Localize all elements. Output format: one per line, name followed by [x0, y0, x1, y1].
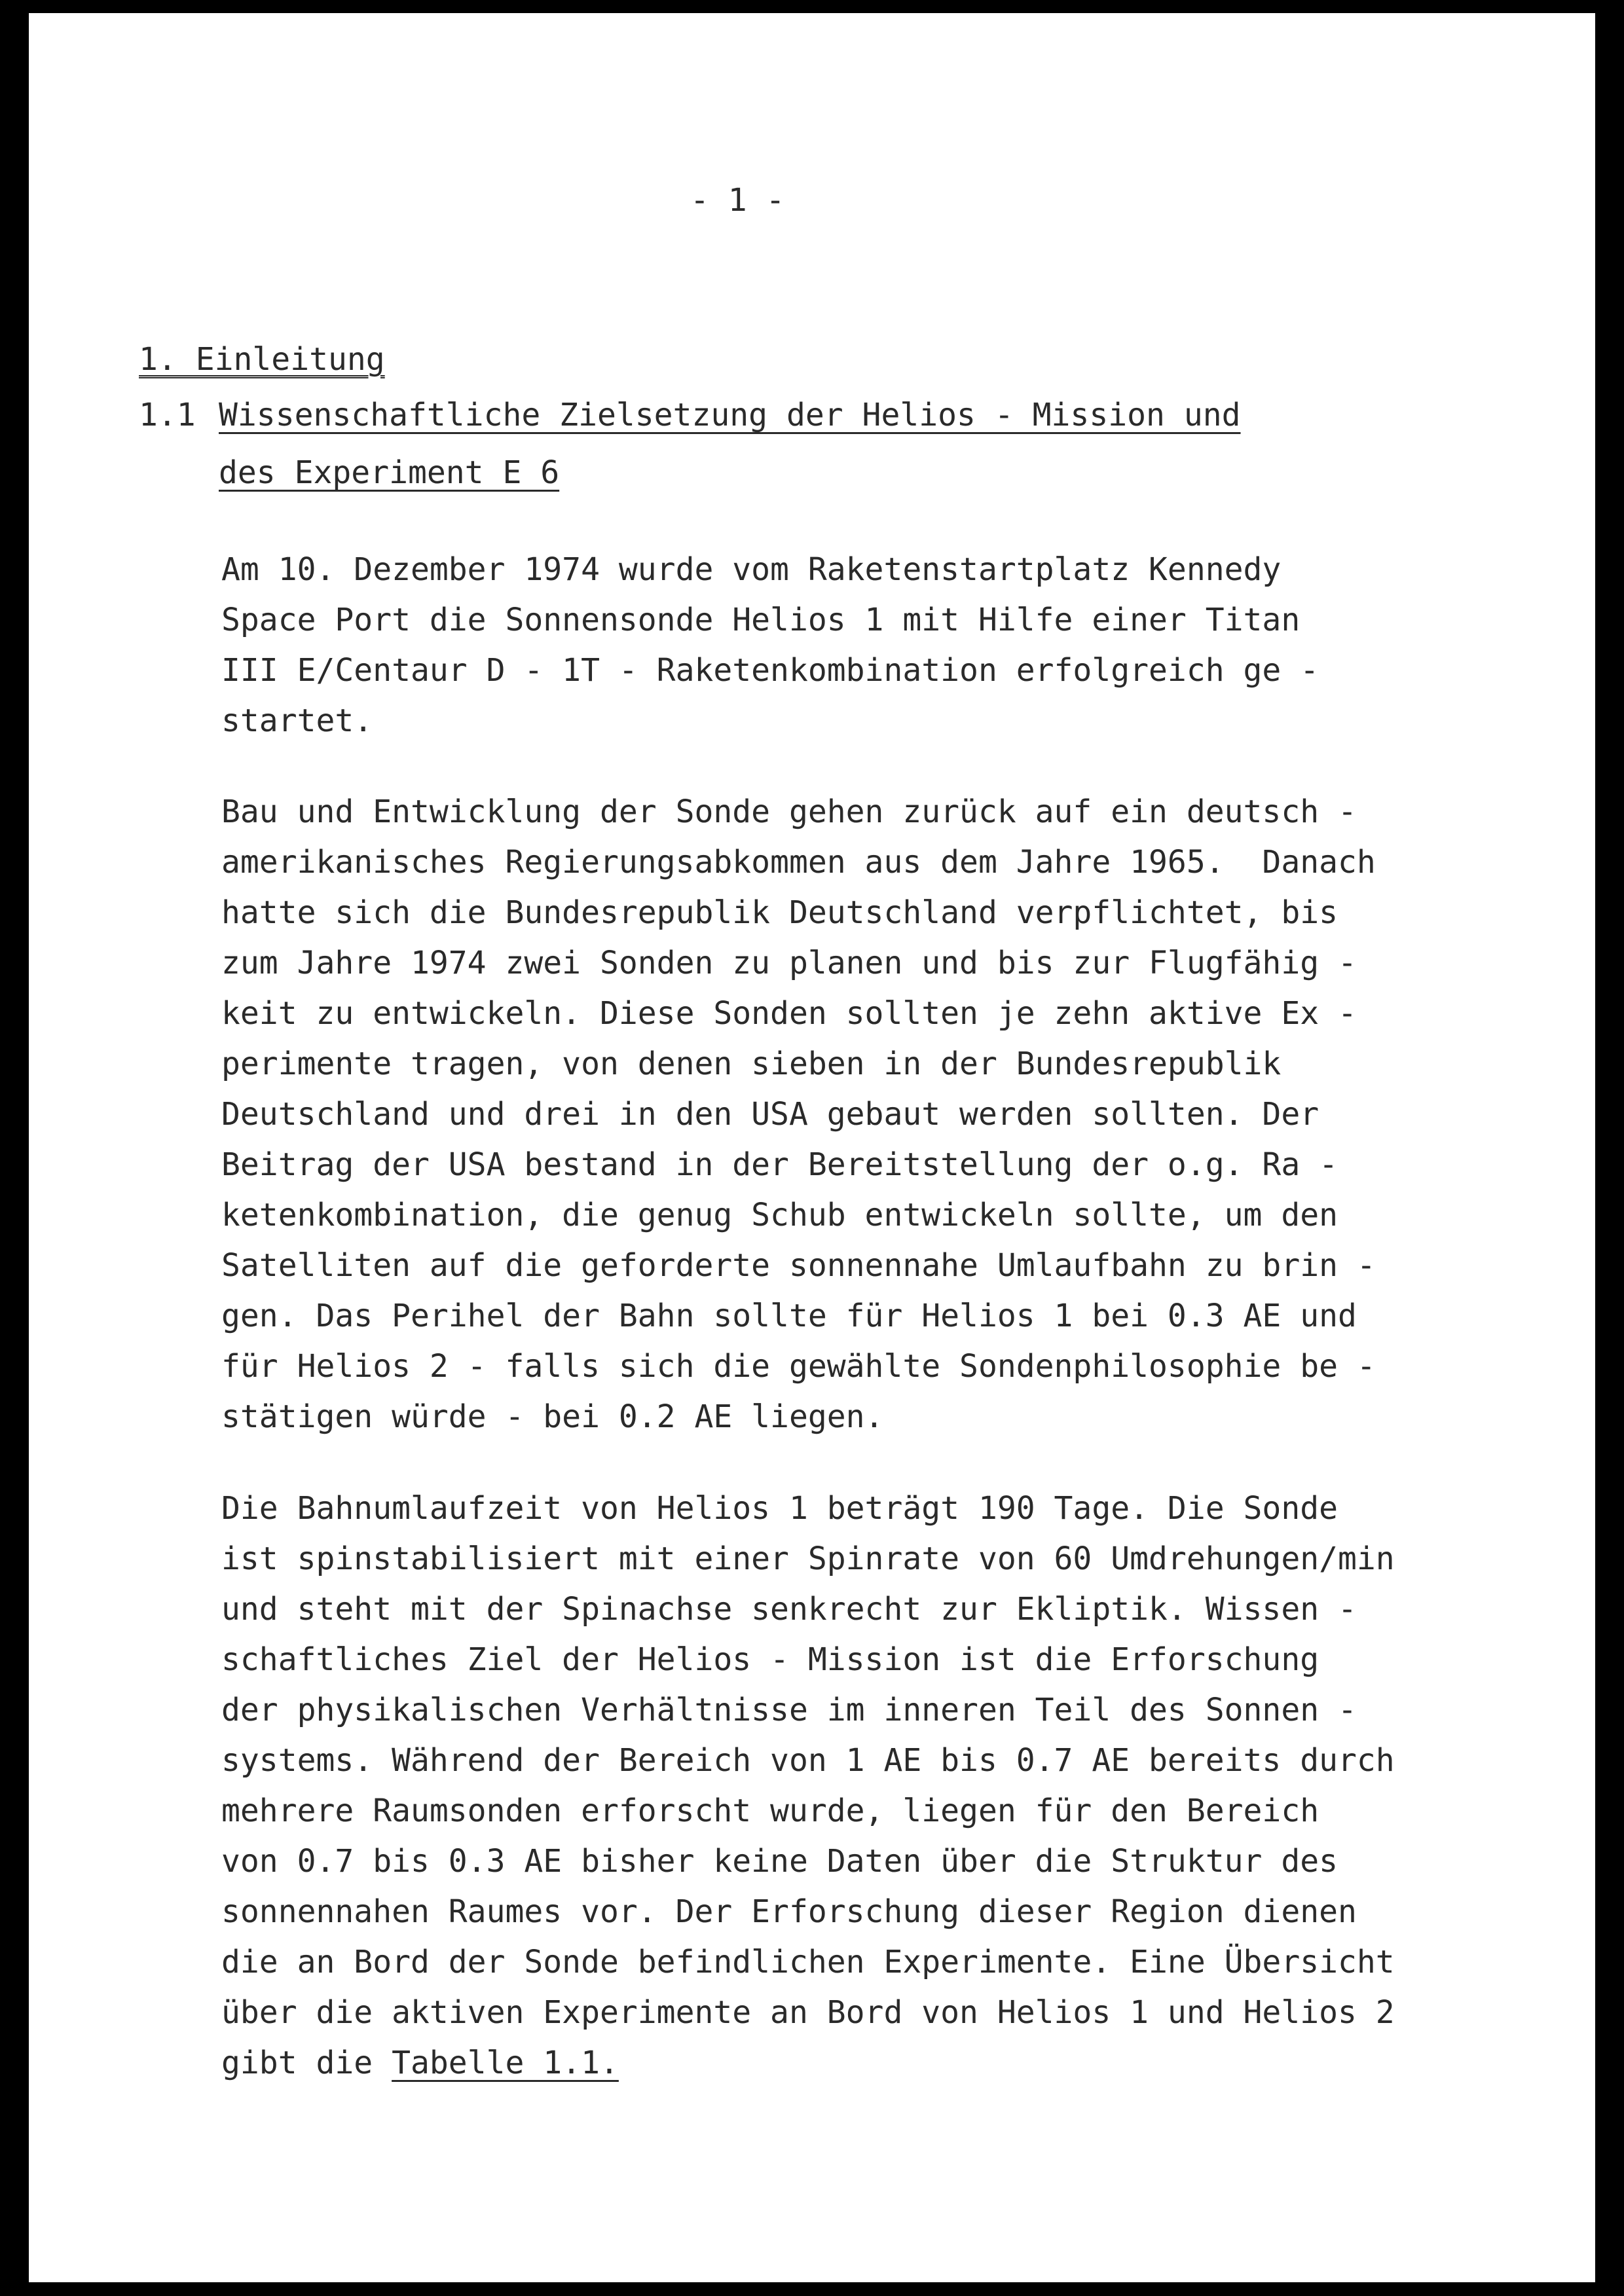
- section-heading: 1. Einleitung: [139, 341, 385, 378]
- paragraph-2-line: keit zu entwickeln. Diese Sonden sollten je zehn aktive Ex -: [221, 995, 1357, 1032]
- paragraph-3-line: der physikalischen Verhältnisse im inneren Teil des Sonnen -: [221, 1692, 1357, 1728]
- paragraph-2-line: gen. Das Perihel der Bahn sollte für Helios 1 bei 0.3 AE und: [221, 1298, 1357, 1334]
- paragraph-2-line: hatte sich die Bundesrepublik Deutschland verpflichtet, bis: [221, 894, 1338, 931]
- paragraph-3-last-line-text: gibt die: [221, 2045, 392, 2081]
- paragraph-2-line: Beitrag der USA bestand in der Bereitstellung der o.g. Ra -: [221, 1146, 1338, 1183]
- paragraph-2-line: für Helios 2 - falls sich die gewählte Sondenphilosophie be -: [221, 1348, 1376, 1385]
- page-number: - 1 -: [690, 182, 785, 219]
- paragraph-2-line: perimente tragen, von denen sieben in der Bundesrepublik: [221, 1046, 1282, 1082]
- paragraph-3-line: mehrere Raumsonden erforscht wurde, liegen für den Bereich: [221, 1793, 1320, 1829]
- paragraph-3-line: systems. Während der Bereich von 1 AE bis 0.7 AE bereits durch: [221, 1742, 1395, 1779]
- paragraph-2-line: ketenkombination, die genug Schub entwickeln sollte, um den: [221, 1197, 1338, 1233]
- paragraph-1-line: startet.: [221, 702, 373, 739]
- paragraph-3-line: und steht mit der Spinachse senkrecht zur Ekliptik. Wissen -: [221, 1591, 1357, 1628]
- table-reference: Tabelle 1.1.: [392, 2045, 619, 2081]
- paragraph-1-line: Am 10. Dezember 1974 wurde vom Raketenstartplatz Kennedy: [221, 551, 1282, 588]
- paragraph-3-line: ist spinstabilisiert mit einer Spinrate von 60 Umdrehungen/min: [221, 1540, 1395, 1577]
- paragraph-2-line: Satelliten auf die geforderte sonnennahe Umlaufbahn zu brin -: [221, 1247, 1376, 1284]
- paragraph-1-line: III E/Centaur D - 1T - Raketenkombination erfolgreich ge -: [221, 652, 1320, 689]
- paragraph-3-line: sonnennahen Raumes vor. Der Erforschung dieser Region dienen: [221, 1893, 1357, 1930]
- subsection-number: 1.1: [139, 397, 196, 433]
- paragraph-2-line: zum Jahre 1974 zwei Sonden zu planen und bis zur Flugfähig -: [221, 945, 1357, 981]
- paragraph-2-line: Deutschland und drei in den USA gebaut werden sollten. Der: [221, 1096, 1320, 1133]
- document-page: [29, 13, 1595, 2282]
- subsection-title-line2: des Experiment E 6: [219, 454, 560, 491]
- paragraph-3-line: von 0.7 bis 0.3 AE bisher keine Daten über die Struktur des: [221, 1843, 1338, 1880]
- paragraph-2-line: Bau und Entwicklung der Sonde gehen zurück auf ein deutsch -: [221, 793, 1357, 830]
- paragraph-3-line: die an Bord der Sonde befindlichen Experimente. Eine Übersicht: [221, 1944, 1395, 1980]
- paragraph-2-line: stätigen würde - bei 0.2 AE liegen.: [221, 1398, 884, 1435]
- paragraph-1-line: Space Port die Sonnensonde Helios 1 mit Hilfe einer Titan: [221, 602, 1301, 638]
- subsection-title-line1: Wissenschaftliche Zielsetzung der Helios - Mission und: [219, 397, 1241, 433]
- paragraph-3-line: über die aktiven Experimente an Bord von Helios 1 und Helios 2: [221, 1994, 1395, 2031]
- paragraph-3-last-line: [221, 2047, 619, 2079]
- paragraph-3-line: Die Bahnumlaufzeit von Helios 1 beträgt 190 Tage. Die Sonde: [221, 1490, 1338, 1527]
- paragraph-3-line: schaftliches Ziel der Helios - Mission ist die Erforschung: [221, 1641, 1320, 1678]
- paragraph-2-line: amerikanisches Regierungsabkommen aus dem Jahre 1965. Danach: [221, 844, 1376, 881]
